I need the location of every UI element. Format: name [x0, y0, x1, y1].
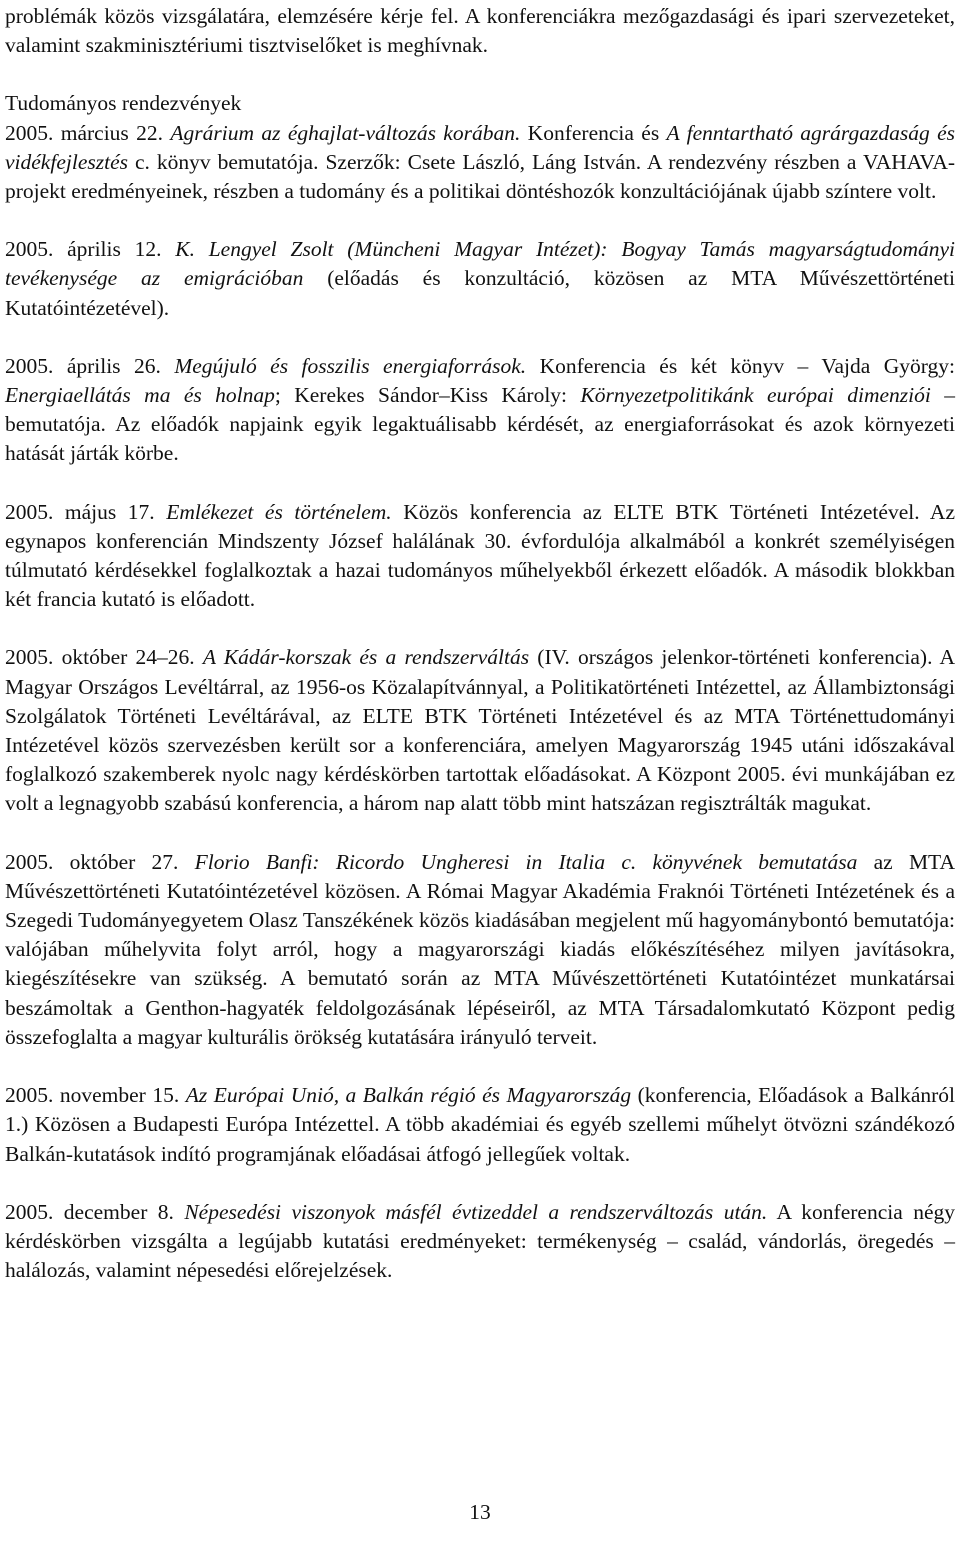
italic-title: Megújuló és fosszilis energiaforrások. [174, 353, 527, 378]
text-run: Közös konferencia az ELTE BTK Történeti Intézetével. Az egynapos konferencián Mindszenty József halálának 30. évfordulója alkalmából a konkrét személyiségen túlmutató kérdésekkel foglalkoztak a hazai tudományos műhelyekből érkezett előadók. A második blokkban két francia kutató is előadott. [5, 499, 956, 612]
event-entry-2005-04-12 [5, 235, 955, 323]
text-run: (IV. országos jelenkor-történeti konferencia). A Magyar Országos Levéltárral, az 1956-os Közalapítvánnyal, a Politikatörténeti Intézettel, az Állambiztonsági Szolgálatok Történeti Levéltárával, az ELTE BTK Történeti Intézetével és az MTA Történettudományi Intézetével közös szervezésben került sor a konferenciára, amelyen Magyarország 1945 utáni időszakával foglalkozó szakemberek nyolc nagy kérdéskörben tartottak előadásokat. A Központ 2005. évi munkájában ez volt a legnagyobb szabású konferencia, a három nap alatt több mint hatszázan regisztrálták magukat. [5, 645, 956, 816]
text-run: 2005. október 27. [5, 849, 195, 874]
text-run: 2005. október 24–26. [5, 645, 203, 670]
text-run: 2005. április 26. [5, 353, 175, 378]
text-run: problémák közös vizsgálatára, elemzésére kérje fel. A konferenciákra mezőgazdasági és ipari szervezeteket, valamint szakminisztériumi tisztviselőket is meghívnak. [5, 4, 955, 58]
text-run: Konferencia és [520, 120, 667, 145]
text-run: 2005. december 8. [5, 1199, 185, 1224]
intro-paragraph [5, 2, 955, 60]
italic-title: Emlékezet és történelem. [166, 499, 392, 524]
text-run: A konferencia négy kérdéskörben vizsgálta a legújabb kutatási eredményeket: termékenység – család, vándorlás, öregedés – halálozás, valamint népesedési előrejelzések. [5, 1199, 955, 1283]
event-entry-2005-11-15 [5, 1081, 955, 1169]
italic-title: Népesedési viszonyok másfél évtizeddel a rendszerváltozás után. [184, 1199, 768, 1224]
text-run: ; Kerekes Sándor–Kiss Károly: [274, 383, 581, 408]
section-heading: Tudományos rendezvények [5, 91, 242, 116]
text-run: Konferencia és két könyv – Vajda György: [526, 353, 955, 378]
italic-title: A fenntartható agrárgazdaság és vidékfejlesztés [5, 120, 955, 174]
text-run: (előadás és konzultáció, közösen az MTA Művészettörténeti Kutatóintézetével). [5, 266, 955, 320]
event-entry-2005-05-17 [5, 498, 955, 615]
italic-title: K. Lengyel Zsolt (Müncheni Magyar Intézet): Bogyay Tamás magyarságtudományi tevékenysége az emigrációban [5, 237, 955, 291]
italic-title: Környezetpolitikánk európai dimenziói [580, 383, 931, 408]
event-entry-2005-10-24 [5, 643, 955, 818]
event-entry-2005-04-26 [5, 352, 955, 469]
text-run: – bemutatója. Az előadók napjaink egyik legaktuálisabb kérdését, az energiaforrásokat és azok környezeti hatását járták körbe. [5, 383, 955, 466]
text-run: (konferencia, Előadások a Balkánról 1.) Közösen a Budapesti Európa Intézettel. A több akadémiai és egyéb szellemi műhelyt ötvözni szándékozó Balkán-kutatások indító programjának előadásai átfogó jellegűek voltak. [5, 1083, 955, 1166]
event-entry-2005-03-22 [5, 119, 955, 207]
text-run: 2005. április 12. [5, 237, 176, 262]
event-entry-2005-12-08 [5, 1198, 955, 1286]
document-page [5, 0, 955, 1285]
text-run: c. könyv bemutatója. Szerzők: Csete László, Láng István. A rendezvény részben a VAHAVA-projekt eredményeinek, részben a tudomány és a politikai döntéshozók konzultációjának újabb színtere volt. [5, 149, 955, 204]
text-run: 2005. május 17. [5, 499, 167, 524]
italic-title: A Kádár-korszak és a rendszerváltás [202, 645, 530, 670]
text-run: 2005. november 15. [5, 1083, 186, 1108]
italic-title: Az Európai Unió, a Balkán régió és Magyarország [185, 1083, 632, 1108]
text-run: az MTA Művészettörténeti Kutatóintézetével közösen. A Római Magyar Akadémia Fraknói Történeti Intézetének és a Szegedi Tudományegyetem Olasz Tanszékének közös kiadásában megjelent mű hagyománybontó bemutatója: valójában műhelyvita folyt arról, hogy a magyarországi kiadás előkészítéséhez milyen javításokra, kiegészítésekre van szükség. A bemutató során az MTA Művészettörténeti Kutatóintézet munkatársai beszámoltak a Genthon-hagyaték feldolgozásának lépéseiről, az MTA Társadalomkutató Központ pedig összefoglalta a magyar kulturális örökség kutatására irányuló terveit. [5, 849, 955, 1049]
italic-title: Agrárium az éghajlat-változás korában. [170, 120, 521, 145]
text-run: 2005. március 22. [5, 120, 171, 145]
italic-title: Florio Banfi: Ricordo Ungheresi in Italia c. könyvének bemutatása [194, 849, 858, 874]
event-entry-2005-10-27 [5, 848, 955, 1052]
italic-title: Energiaellátás ma és holnap [5, 383, 275, 408]
page-number: 13 [469, 1500, 491, 1524]
